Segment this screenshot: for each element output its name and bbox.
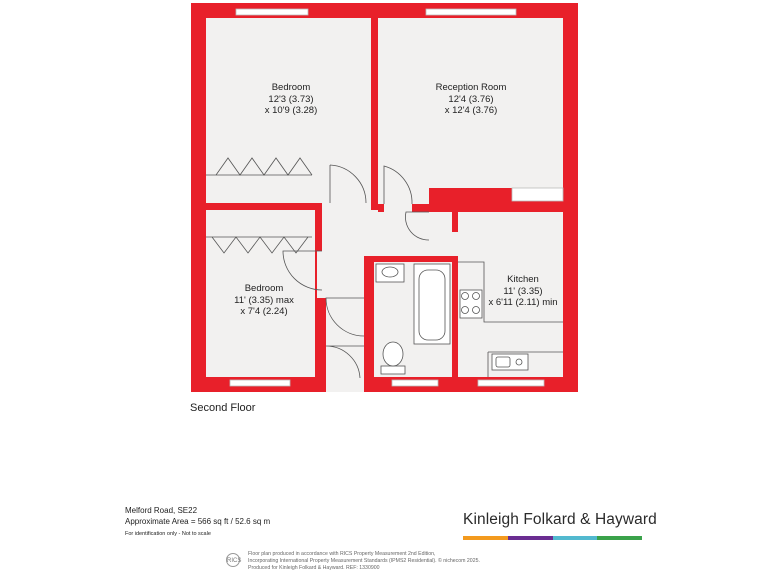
sink-bowl (496, 357, 510, 367)
room-dimension: 12'4 (3.76) (448, 93, 494, 105)
room-name: Reception Room (435, 82, 507, 93)
legal-text (248, 551, 480, 573)
hob-ring-3 (462, 307, 469, 314)
brand-bar-segment (508, 536, 553, 540)
legal-line: Incorporating International Property Measurement Standards (IPMS2 Residential). © nichecom 2025. (248, 558, 480, 565)
wall-bed2-right (315, 203, 322, 251)
window-bath (392, 380, 438, 386)
brand-bar-segment (553, 536, 598, 540)
brand-color-bar (463, 536, 642, 540)
property-address: Melford Road, SE22 (125, 506, 198, 515)
sink-drain (516, 359, 522, 365)
room-label-kitchen (488, 274, 557, 309)
brand-name: Kinleigh Folkard & Hayward (463, 511, 657, 528)
room-dimension: x 10'9 (3.28) (264, 105, 318, 116)
wall-hall-stub (378, 204, 384, 212)
brand-bar-segment (597, 536, 642, 540)
legal-line: Floor plan produced in accordance with RICS Property Measurement 2nd Edition, (248, 551, 436, 557)
wall-bed1-right (371, 18, 378, 210)
property-area: Approximate Area = 566 sq ft / 52.6 sq m (125, 517, 271, 526)
entrance-gap (326, 377, 364, 392)
wall-bed2-right-lower (315, 298, 326, 378)
room-label-bedroom-1 (265, 82, 318, 117)
legal-line: Produced for Kinleigh Folkard & Hayward. REF: 1330900 (248, 565, 380, 572)
room-name: Bedroom (271, 82, 311, 93)
wall-bath-right (452, 256, 458, 378)
window-bed2 (230, 380, 290, 386)
window-bed1 (236, 9, 308, 15)
window-reception (426, 9, 516, 15)
hob-ring-1 (462, 293, 469, 300)
scale-note: For identification only - Not to scale (125, 531, 211, 537)
room-dimension: x 7'4 (2.24) (240, 306, 288, 317)
room-label-reception (436, 82, 507, 117)
toilet-bowl (383, 342, 403, 366)
window-reception-side (512, 188, 563, 201)
room-dimension: 12'3 (3.73) (268, 93, 314, 105)
hob-ring-4 (473, 307, 480, 314)
wall-reception-stub (412, 204, 432, 212)
floor-label: Second Floor (190, 402, 256, 414)
hob-ring-2 (473, 293, 480, 300)
kitchen-floor-left (429, 212, 469, 262)
toilet-cistern (381, 366, 405, 374)
wall-bed1-bottom (206, 203, 319, 210)
wall-bath-top (364, 256, 458, 262)
brand-bar-segment (463, 536, 508, 540)
basin-bowl (382, 267, 398, 277)
room-label-bedroom-2 (234, 283, 294, 318)
property-info (125, 505, 270, 540)
rics-logo-icon: RICS (226, 553, 240, 567)
room-dimension: x 6'11 (2.11) min (488, 297, 558, 308)
room-name: Bedroom (244, 283, 284, 294)
wall-bath-left (364, 256, 374, 378)
window-kitchen (478, 380, 544, 386)
bathtub-inner (419, 270, 445, 340)
room-dimension: 11' (3.35) (503, 285, 543, 297)
room-dimension: 11' (3.35) max (234, 294, 294, 306)
wall-kitchen-left (452, 212, 458, 232)
room-dimension: x 12'4 (3.76) (444, 105, 498, 116)
room-name: Kitchen (507, 274, 539, 285)
